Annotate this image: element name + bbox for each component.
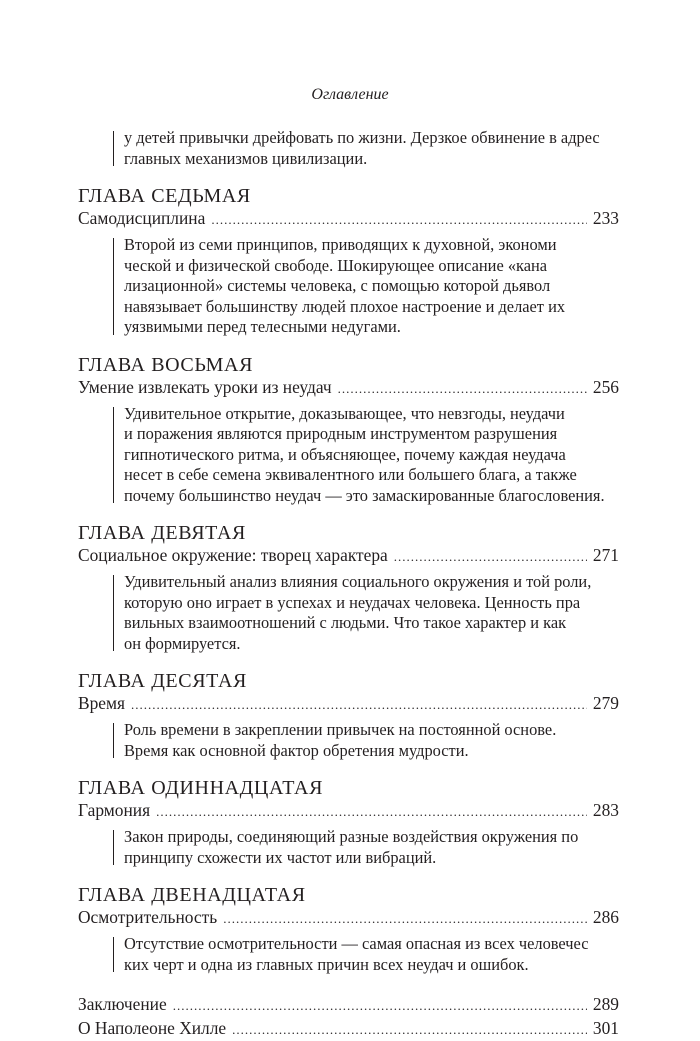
description-line: Закон природы, соединяющий разные воздействия окружения по <box>124 827 579 846</box>
description-line: у детей привычки дрейфовать по жизни. Дерзкое обвинение в адрес <box>124 128 600 147</box>
entry-title: Осмотрительность <box>78 907 218 927</box>
description-line: он формируется. <box>124 633 241 653</box>
chapter-heading: ГЛАВА ДЕВЯТАЯ <box>78 522 246 544</box>
chapter-heading: ГЛАВА ДЕСЯТАЯ <box>78 670 247 692</box>
dot-leader <box>156 800 587 823</box>
description-line: почему большинство неудач — это замаскированные благословения. <box>124 485 605 505</box>
toc-entry[interactable] <box>78 376 619 400</box>
back-matter <box>78 993 619 1041</box>
description-line: Роль времени в закреплении привычек на постоянной основе. <box>124 720 557 739</box>
page-number: 286 <box>592 907 619 927</box>
description-line: гипнотического ритма, и объясняющее, почему каждая неудача <box>124 444 566 464</box>
continued-description <box>78 128 619 169</box>
description-line: лизационной» системы человека, с помощью которой дьявол <box>124 276 551 295</box>
description-line: Отсутствие осмотрительности — самая опасная из всех человечес <box>124 934 589 953</box>
description-line: и поражения являются природным инструментом разрушения <box>124 424 558 443</box>
chapter-heading: ГЛАВА ОДИННАДЦАТАЯ <box>78 777 324 799</box>
description-line: ческой и физической свободе. Шокирующее описание «кана <box>124 255 548 275</box>
chapter-heading: ГЛАВА ДВЕНАДЦАТАЯ <box>78 884 306 906</box>
toc-entry-about-author[interactable] <box>78 1017 619 1041</box>
toc-entry[interactable] <box>78 692 619 716</box>
toc-entry-conclusion[interactable] <box>78 993 619 1017</box>
page-number: 271 <box>592 545 619 565</box>
page-number: 233 <box>592 208 619 228</box>
entry-title: Заключение <box>78 994 167 1014</box>
chapter-description <box>78 572 619 654</box>
page-number: 279 <box>592 693 619 713</box>
chapter-heading: ГЛАВА СЕДЬМАЯ <box>78 185 251 207</box>
description-line: вильных взаимоотношений с людьми. Что такое характер и как <box>124 613 567 632</box>
chapter-10 <box>78 670 619 761</box>
chapter-description <box>78 720 619 761</box>
description-line: Удивительное открытие, доказывающее, что невзгоды, неудачи <box>124 403 565 423</box>
chapter-11 <box>78 777 619 868</box>
entry-title: Время <box>78 693 126 713</box>
description-line: навязывает большинству людей плохое настроение и делает их <box>124 296 566 316</box>
description-line: главных механизмов цивилизации. <box>124 148 368 168</box>
dot-leader <box>173 994 587 1017</box>
dot-leader <box>131 693 587 716</box>
chapter-8 <box>78 354 619 507</box>
dot-leader <box>338 377 587 400</box>
chapter-heading: ГЛАВА ВОСЬМАЯ <box>78 353 254 376</box>
dot-leader <box>394 545 587 568</box>
page-number: 283 <box>592 800 619 820</box>
entry-title: Самодисциплина <box>78 208 206 228</box>
chapter-description <box>78 827 619 868</box>
dot-leader <box>223 907 587 930</box>
dot-leader <box>211 208 587 231</box>
chapter-9 <box>78 522 619 654</box>
description-line: Второй из семи принципов, приводящих к духовной, экономи <box>124 235 557 254</box>
entry-title: О Наполеоне Хилле <box>78 1018 227 1038</box>
entry-title: Социальное окружение: творец характера <box>78 545 388 565</box>
entry-title: Гармония <box>78 800 151 820</box>
description-line: ких черт и одна из главных причин всех неудач и ошибок. <box>124 954 529 974</box>
description-line: которую оно играет в успехах и неудачах человека. Ценность пра <box>124 592 581 612</box>
description-line: Удивительный анализ влияния социального окружения и той роли, <box>124 572 592 591</box>
description-line: уязвимыми перед телесными недугами. <box>124 317 401 336</box>
toc-entry[interactable] <box>78 544 619 568</box>
chapter-7 <box>78 185 619 338</box>
chapter-description <box>78 934 619 975</box>
toc-entry[interactable] <box>78 207 619 231</box>
dot-leader <box>232 1018 587 1041</box>
page-number: 301 <box>592 1018 619 1038</box>
description-line: принципу схожести их частот или вибраций. <box>124 847 437 867</box>
page-number: 289 <box>592 994 619 1014</box>
page-number: 256 <box>592 376 619 397</box>
chapter-description <box>78 235 619 338</box>
chapter-12 <box>78 884 619 975</box>
chapter-description <box>78 404 619 507</box>
table-of-contents <box>78 122 619 1041</box>
toc-entry[interactable] <box>78 906 619 930</box>
running-head: Оглавление <box>311 86 389 103</box>
description-line: несет в себе семена эквивалентного или большего блага, а также <box>124 465 577 484</box>
toc-entry[interactable] <box>78 799 619 823</box>
description-line: Время как основной фактор обретения мудрости. <box>124 740 469 760</box>
entry-title: Умение извлекать уроки из неудач <box>78 376 332 397</box>
